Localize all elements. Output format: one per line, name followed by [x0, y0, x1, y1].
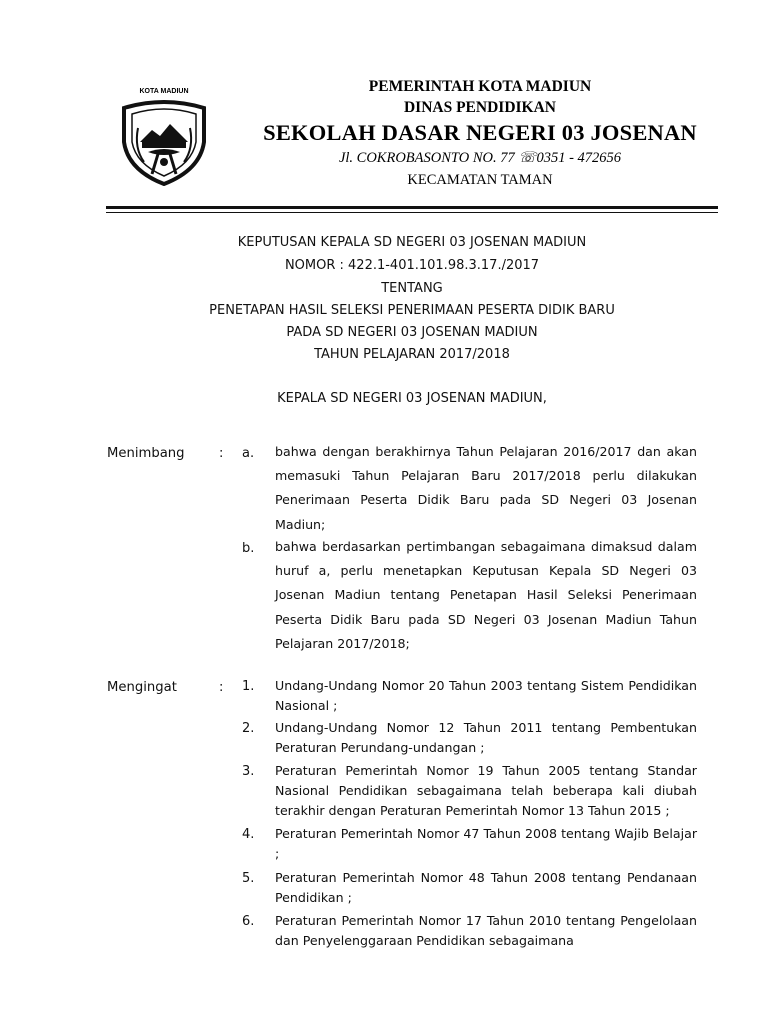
- list-item: Peraturan Pemerintah Nomor 19 Tahun 2005 tentang Standar Nasional Pendidikan sebagaimana telah beberapa kali diubah terakhir dengan Peraturan Pemerintah Nomor 13 Tahun 2015 ;: [275, 763, 697, 818]
- menimbang-colon: :: [219, 446, 224, 461]
- logo-label: KOTA MADIUN: [139, 88, 189, 95]
- list-marker: 2.: [242, 721, 255, 736]
- district-name: KECAMATAN TAMAN: [407, 172, 553, 188]
- mengingat-label: Mengingat: [107, 680, 177, 695]
- header-divider-thick: [106, 206, 718, 209]
- list-marker: 3.: [242, 764, 255, 779]
- mengingat-colon: :: [219, 680, 224, 695]
- list-item: Peraturan Pemerintah Nomor 47 Tahun 2008 tentang Wajib Belajar ;: [275, 826, 697, 861]
- city-emblem-logo: [118, 88, 210, 188]
- decree-about: TENTANG: [381, 281, 443, 296]
- list-marker: 6.: [242, 914, 255, 929]
- list-item: Peraturan Pemerintah Nomor 17 Tahun 2010 tentang Pengelolaan dan Penyelenggaraan Pendidikan sebagaimana: [275, 913, 697, 948]
- list-marker: 4.: [242, 827, 255, 842]
- list-marker: a.: [242, 446, 255, 461]
- list-item: Undang-Undang Nomor 20 Tahun 2003 tentang Sistem Pendidikan Nasional ;: [275, 678, 697, 713]
- list-item: bahwa berdasarkan pertimbangan sebagaimana dimaksud dalam huruf a, perlu menetapkan Keputusan Kepala SD Negeri 03 Josenan Madiun tentang Penetapan Hasil Seleksi Penerimaan Peserta Didik Baru pada SD Negeri 03 Josenan Madiun Tahun Pelajaran 2017/2018;: [275, 539, 697, 651]
- decree-title: KEPUTUSAN KEPALA SD NEGERI 03 JOSENAN MADIUN: [237, 235, 587, 250]
- decree-subject-line1: PENETAPAN HASIL SELEKSI PENERIMAAN PESERTA DIDIK BARU: [209, 303, 615, 318]
- list-marker: 1.: [242, 679, 255, 694]
- school-name: SEKOLAH DASAR NEGERI 03 JOSENAN: [263, 120, 697, 145]
- shield-icon: [118, 98, 210, 186]
- department-name: DINAS PENDIDIKAN: [403, 99, 556, 116]
- list-marker: 5.: [242, 871, 255, 886]
- list-item: Peraturan Pemerintah Nomor 48 Tahun 2008 tentang Pendanaan Pendidikan ;: [275, 870, 697, 905]
- header-divider-thin: [106, 212, 718, 213]
- decree-subject-line3: TAHUN PELAJARAN 2017/2018: [314, 347, 510, 362]
- list-item: bahwa dengan berakhirnya Tahun Pelajaran 2016/2017 dan akan memasuki Tahun Pelajaran Baru 2017/2018 perlu dilakukan Penerimaan Peserta Didik Baru pada SD Negeri 03 Josenan Madiun;: [275, 444, 697, 532]
- government-name: PEMERINTAH KOTA MADIUN: [368, 78, 592, 95]
- official-heading: KEPALA SD NEGERI 03 JOSENAN MADIUN,: [277, 391, 547, 406]
- decree-number: NOMOR : 422.1-401.101.98.3.17./2017: [284, 258, 540, 273]
- list-marker: b.: [242, 541, 255, 556]
- school-address: Jl. COKROBASONTO NO. 77 ☏0351 - 472656: [338, 150, 622, 166]
- decree-subject-line2: PADA SD NEGERI 03 JOSENAN MADIUN: [286, 325, 538, 340]
- menimbang-label: Menimbang: [107, 446, 185, 461]
- list-item: Undang-Undang Nomor 12 Tahun 2011 tentang Pembentukan Peraturan Perundang-undangan ;: [275, 720, 697, 755]
